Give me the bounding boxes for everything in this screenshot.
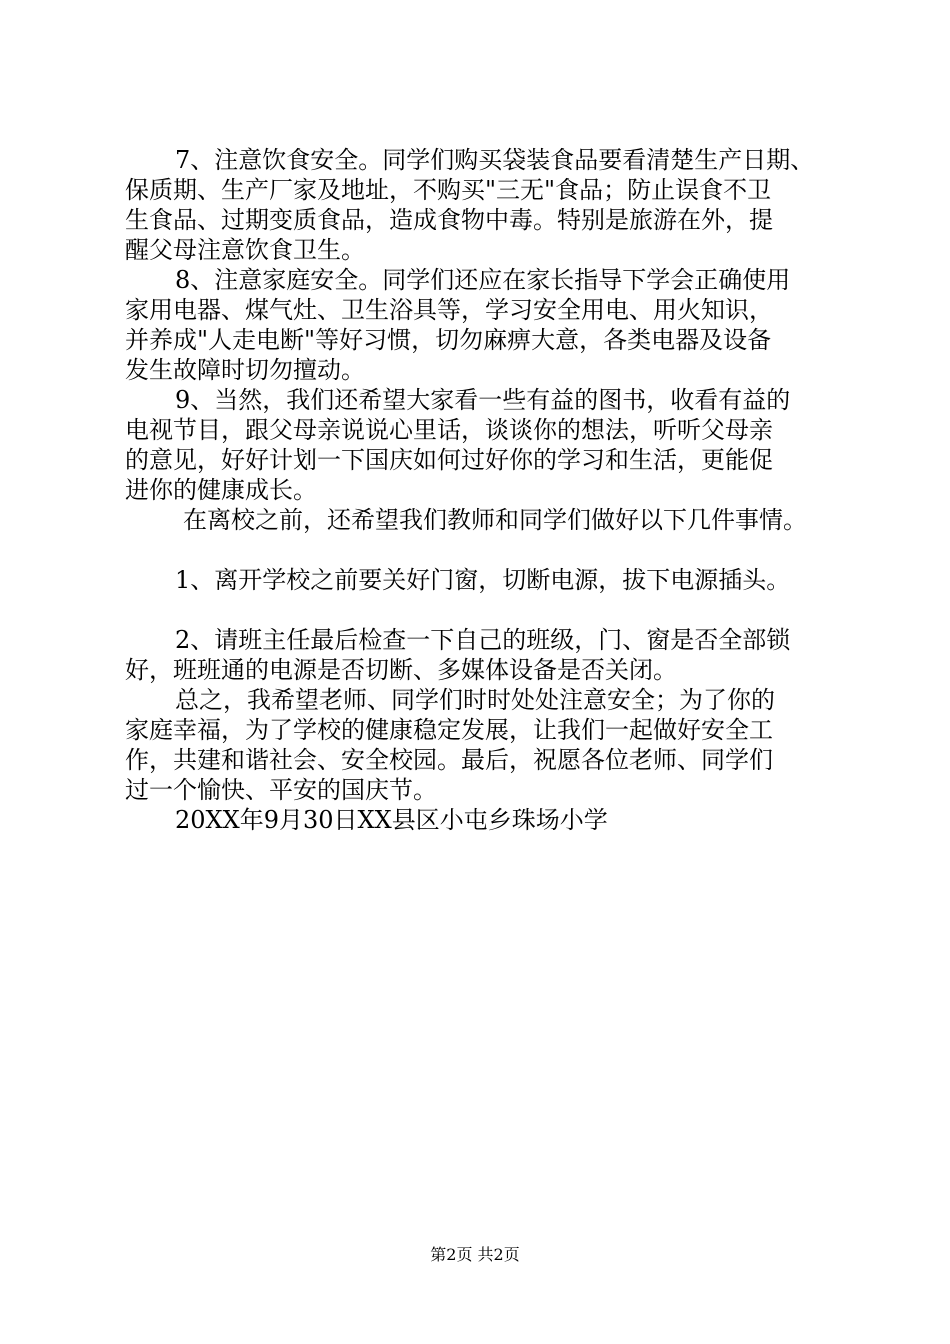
text-line: 好，班班通的电源是否切断、多媒体设备是否关闭。 [125,656,677,684]
text-line: 2、请班主任最后检查一下自己的班级，门、窗是否全部锁 [175,626,791,654]
document-body [125,145,835,835]
spacer [125,595,835,625]
text-line: 家用电器、煤气灶、卫生浴具等，学习安全用电、用火知识， [125,296,773,324]
text-line: 醒父母注意饮食卫生。 [125,236,365,264]
paragraph-conclusion [125,685,835,805]
text-line: 8、注意家庭安全。同学们还应在家长指导下学会正确使用 [175,266,791,294]
signature-line: 20XX年9月30日XX县区小屯乡珠场小学 [175,806,608,834]
text-line: 过一个愉快、平安的国庆节。 [125,776,437,804]
text-line: 发生故障时切勿擅动。 [125,356,365,384]
list-item-class-check [125,625,835,685]
text-line: 进你的健康成长。 [125,476,317,504]
text-line: 家庭幸福，为了学校的健康稳定发展，让我们一起做好安全工 [125,716,773,744]
paragraph-safety-food [125,145,835,265]
text-line: 作，共建和谐社会、安全校园。最后，祝愿各位老师、同学们 [125,746,773,774]
text-line: 保质期、生产厂家及地址，不购买"三无"食品；防止误食不卫 [125,176,772,204]
text-line: 并养成"人走电断"等好习惯，切勿麻痹大意，各类电器及设备 [125,326,772,354]
text-line: 9、当然，我们还希望大家看一些有益的图书，收看有益的 [175,386,791,414]
text-line: 总之，我希望老师、同学们时时处处注意安全；为了你的 [175,686,775,714]
text-line: 7、注意饮食安全。同学们购买袋装食品要看清楚生产日期、 [175,146,815,174]
list-item-close-windows: 1、离开学校之前要关好门窗，切断电源，拔下电源插头。 [175,566,791,594]
page-number-footer: 第2页 共2页 [430,1245,520,1264]
text-line: 的意见，好好计划一下国庆如何过好你的学习和生活，更能促 [125,446,773,474]
paragraph-reading-advice [125,385,835,505]
text-line: 电视节目，跟父母亲说说心里话，谈谈你的想法，听听父母亲 [125,416,773,444]
text-line: 生食品、过期变质食品，造成食物中毒。特别是旅游在外，提 [125,206,773,234]
spacer [125,535,835,565]
paragraph-before-leaving: 在离校之前，还希望我们教师和同学们做好以下几件事情。 [183,506,807,534]
paragraph-safety-home [125,265,835,385]
